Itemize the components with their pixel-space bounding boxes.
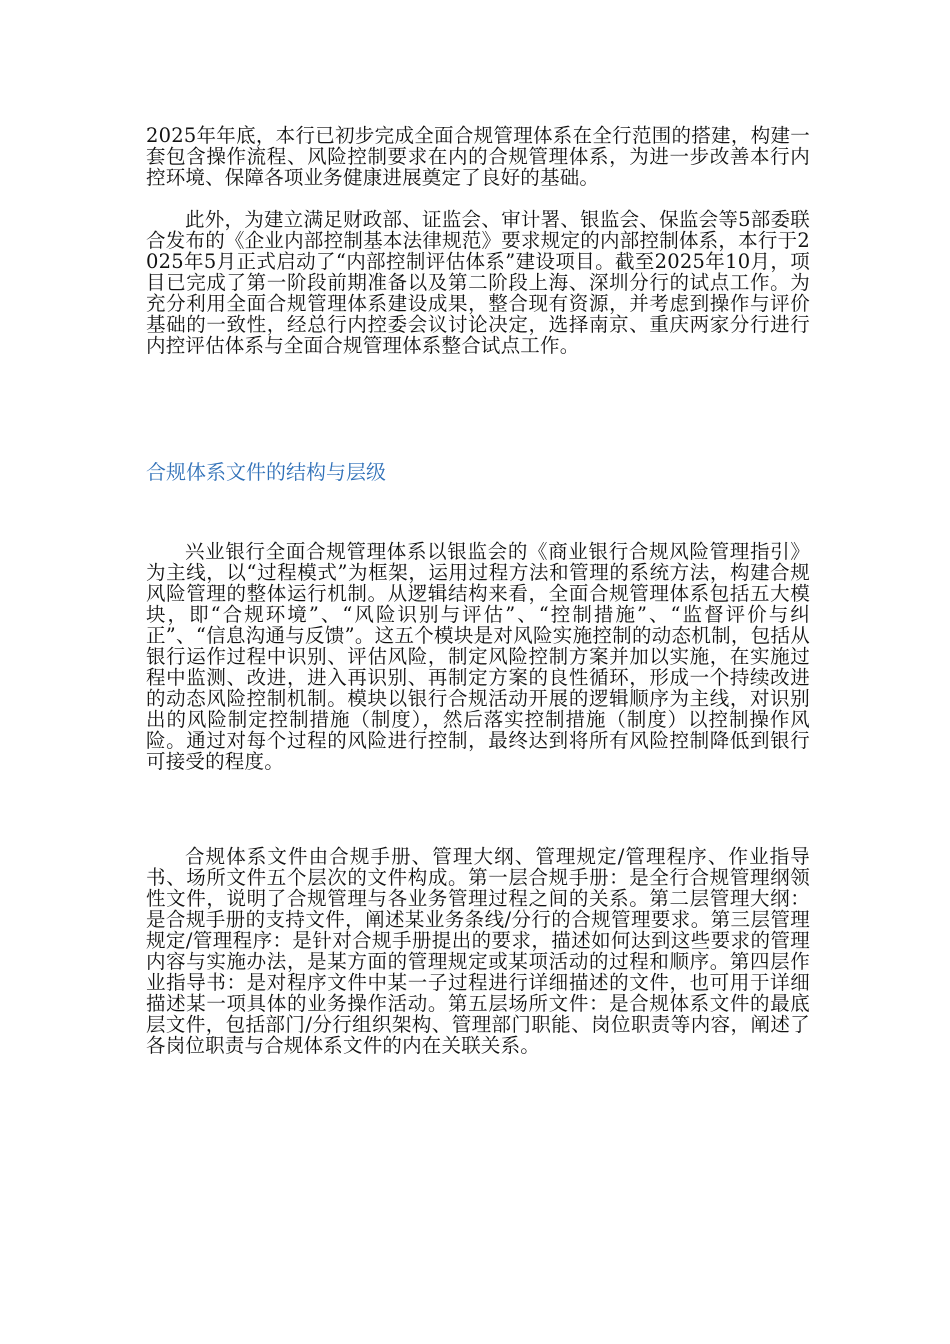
- intro-paragraph-1: 2025年年底，本行已初步完成全面合规管理体系在全行范围的搭建，构建一套包含操作流程、风险控制要求在内的合规管理体系，为进一步改善本行内控环境、保障各项业务健康进展奠定了良好的基础。: [146, 124, 810, 189]
- section-heading: 合规体系文件的结构与层级: [146, 460, 386, 484]
- body-paragraph-2: 合规体系文件由合规手册、管理大纲、管理规定/管理程序、作业指导书、场所文件五个层次的文件构成。第一层合规手册：是全行合规管理纲领性文件，说明了合规管理与各业务管理过程之间的关系。第二层管理大纲：是合规手册的支持文件，阐述某业务条线/分行的合规管理要求。第三层管理规定/管理程序：是针对合规手册提出的要求，描述如何达到这些要求的管理内容与实施办法，是某方面的管理规定或某项活动的过程和顺序。第四层作业指导书：是对程序文件中某一子过程进行详细描述的文件，也可用于详细描述某一项具体的业务操作活动。第五层场所文件：是合规体系文件的最底层文件，包括部门/分行组织架构、管理部门职能、岗位职责等内容，阐述了各岗位职责与合规体系文件的内在关联关系。: [146, 845, 810, 1057]
- intro-paragraph-2: 此外，为建立满足财政部、证监会、审计署、银监会、保监会等5部委联合发布的《企业内部控制基本法律规范》要求规定的内部控制体系，本行于2025年5月正式启动了“内部控制评估体系”建设项目。截至2025年10月，项目已完成了第一阶段前期准备以及第二阶段上海、深圳分行的试点工作。为充分利用全面合规管理体系建设成果，整合现有资源，并考虑到操作与评价基础的一致性，经总行内控委会议讨论决定，选择南京、重庆两家分行进行内控评估体系与全面合规管理体系整合试点工作。: [146, 208, 810, 357]
- body-paragraph-1: 兴业银行全面合规管理体系以银监会的《商业银行合规风险管理指引》为主线，以“过程模式”为框架，运用过程方法和管理的系统方法，构建合规风险管理的整体运行机制。从逻辑结构来看，全面合规管理体系包括五大模块，即“合规环境”、“风险识别与评估”、“控制措施”、“监督评价与纠正”、“信息沟通与反馈”。这五个模块是对风险实施控制的动态机制，包括从银行运作过程中识别、评估风险，制定风险控制方案并加以实施，在实施过程中监测、改进，进入再识别、再制定方案的良性循环，形成一个持续改进的动态风险控制机制。模块以银行合规活动开展的逻辑顺序为主线，对识别出的风险制定控制措施（制度），然后落实控制措施（制度）以控制操作风险。通过对每个过程的风险进行控制，最终达到将所有风险控制降低到银行可接受的程度。: [146, 540, 810, 773]
